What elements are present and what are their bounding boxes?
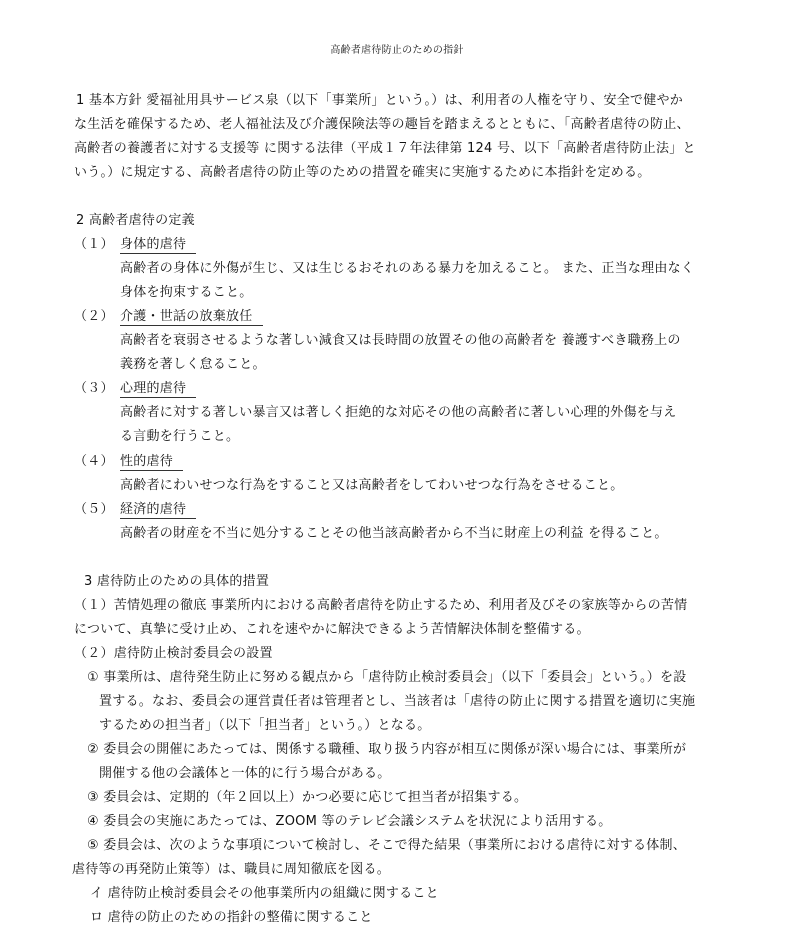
item-title (120, 501, 196, 519)
paragraph-line: いう。）に規定する、高齢者虐待の防止等のための措置を確実に実施するために本指針を定める。 (74, 165, 651, 180)
item-number: （３） (74, 381, 114, 396)
numbered-item-line: 開催する他の会議体と一体的に行う場合がある。 (99, 766, 391, 781)
item-title (120, 308, 263, 326)
paragraph-line: な生活を確保するため、老人福祉法及び介護保険法等の趣旨を踏まえるとともに、「高齢者虐待の防止、 (74, 117, 690, 132)
sub-item-line: イ 虐待防止検討委員会その他事業所内の組織に関すること (90, 886, 439, 901)
numbered-item-line: するための担当者」（以下「担当者」という。）となる。 (99, 718, 431, 733)
item-body-line: 高齢者にわいせつな行為をすること又は高齢者をしてわいせつな行為をさせること。 (120, 478, 624, 493)
item-body-line: る言動を行うこと。 (120, 429, 240, 444)
item-title (120, 453, 183, 471)
item-title (120, 236, 196, 254)
section-heading: 3 虐待防止のための具体的措置 (84, 574, 270, 589)
item-body-line: 身体を拘束すること。 (120, 285, 253, 300)
item-number: （４） (74, 454, 114, 469)
paragraph-line: 1 基本方針 愛福祉用具サービス泉（以下「事業所」という。）は、利用者の人権を守り、安全で健やか (76, 93, 684, 108)
item-body-line: 高齢者を衰弱させるような著しい減食又は長時間の放置その他の高齢者を 養護すべき職務上の (120, 333, 681, 348)
numbered-item-line: ③ 委員会は、定期的（年２回以上）かつ必要に応じて担当者が招集する。 (87, 790, 528, 805)
section-heading: 2 高齢者虐待の定義 (76, 213, 195, 228)
item-number: （２） (74, 309, 114, 324)
item-title-underlined: 心理的虐待 (120, 381, 196, 398)
item-title-underlined: 身体的虐待 (120, 237, 196, 254)
paragraph-line: 高齢者の養護者に対する支援等 に関する法律（平成１７年法律第 124 号、以下「高齢者虐待防止法」と (74, 141, 696, 156)
subsection-heading: （２）虐待防止検討委員会の設置 (74, 646, 273, 661)
document-title: 高齢者虐待防止のための指針 (330, 45, 464, 56)
sub-item-line: ロ 虐待の防止のための指針の整備に関すること (90, 910, 373, 925)
item-body-line: 高齢者に対する著しい暴言又は著しく拒絶的な対応その他の高齢者に著しい心理的外傷を与え (120, 405, 677, 420)
item-number: （５） (74, 502, 114, 517)
numbered-item-line: ② 委員会の開催にあたっては、関係する職種、取り扱う内容が相互に関係が深い場合には、事業所が (87, 742, 687, 757)
item-title-underlined: 性的虐待 (120, 454, 183, 471)
item-title-underlined: 経済的虐待 (120, 502, 196, 519)
item-title (120, 380, 196, 398)
numbered-item-line: 虐待等の再発防止策等）は、職員に周知徹底を図る。 (72, 862, 391, 877)
numbered-item-line: ⑤ 委員会は、次のような事項について検討し、そこで得た結果（事業所における虐待に対する体制、 (87, 838, 687, 853)
item-number: （１） (74, 237, 114, 252)
paragraph-line: （１）苦情処理の徹底 事業所内における高齢者虐待を防止するため、利用者及びその家族等からの苦情 (74, 598, 688, 613)
item-title-underlined: 介護・世話の放棄放任 (120, 309, 263, 326)
numbered-item-line: 置する。なお、委員会の運営責任者は管理者とし、当該者は「虐待の防止に関する措置を適切に実施 (99, 694, 696, 709)
item-body-line: 義務を著しく怠ること。 (120, 357, 266, 372)
numbered-item-line: ① 事業所は、虐待発生防止に努める観点から「虐待防止検討委員会」（以下「委員会」という。）を設 (87, 670, 687, 685)
numbered-item-line: ④ 委員会の実施にあたっては、ZOOM 等のテレビ会議システムを状況により活用する。 (87, 814, 612, 829)
item-body-line: 高齢者の財産を不当に処分することその他当該高齢者から不当に財産上の利益 を得ること。 (120, 526, 668, 541)
paragraph-line: について、真摯に受け止め、これを速やかに解決できるよう苦情解決体制を整備する。 (74, 622, 590, 637)
item-body-line: 高齢者の身体に外傷が生じ、又は生じるおそれのある暴力を加えること。 また、正当な理由なく (120, 261, 695, 276)
